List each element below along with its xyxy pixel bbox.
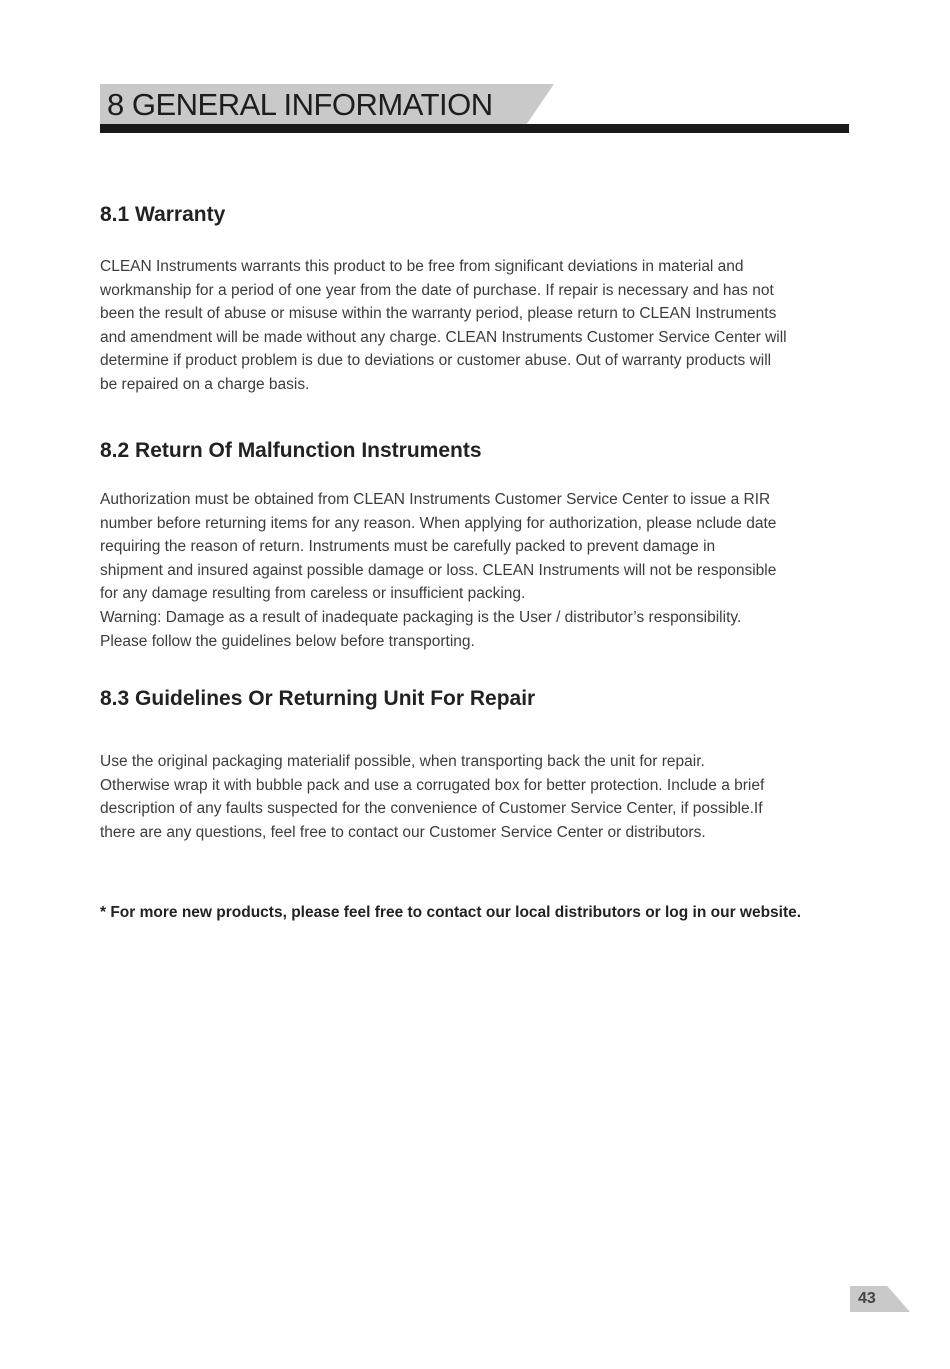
text-line: been the result of abuse or misuse within the warranty period, please return to CLEAN Instruments [100, 305, 777, 323]
text-line: description of any faults suspected for the convenience of Customer Service Center, if possible.If [100, 800, 763, 818]
text-line: Authorization must be obtained from CLEAN Instruments Customer Service Center to issue a RIR [100, 491, 771, 508]
chapter-divider [100, 124, 849, 133]
text-line: Please follow the guidelines below before transporting. [100, 632, 475, 650]
text-line: CLEAN Instruments warrants this product to be free from significant deviations in material and [100, 258, 744, 275]
guidelines-paragraph [100, 750, 764, 844]
page-number: 43 [858, 1290, 876, 1307]
text-line: Use the original packaging materialif possible, when transporting back the unit for repair. [100, 753, 705, 770]
text-line: and amendment will be made without any charge. CLEAN Instruments Customer Service Center will [100, 328, 787, 346]
text-line: for any damage resulting from careless or insufficient packing. [100, 585, 526, 603]
text-line: number before returning items for any reason. When applying for authorization, please nclude date [100, 514, 777, 532]
section-heading-warranty: 8.1 Warranty [100, 203, 226, 226]
contact-notice: * For more new products, please feel free to contact our local distributors or log in our website. [100, 904, 802, 921]
warranty-paragraph [100, 255, 787, 397]
text-line: determine if product problem is due to deviations or customer abuse. Out of warranty products will [100, 352, 772, 370]
text-line: requiring the reason of return. Instruments must be carefully packed to prevent damage in [100, 538, 716, 556]
return-paragraph [100, 488, 776, 653]
text-line: workmanship for a period of one year from the date of purchase. If repair is necessary and has not [100, 281, 774, 299]
chapter-header [100, 84, 849, 134]
text-line: shipment and insured against possible damage or loss. CLEAN Instruments will not be responsible [100, 561, 777, 579]
chapter-title: 8 GENERAL INFORMATION [107, 87, 493, 122]
text-line: Warning: Damage as a result of inadequate packaging is the User / distributor’s responsibility. [100, 608, 742, 626]
text-line: there are any questions, feel free to contact our Customer Service Center or distributors. [100, 823, 706, 841]
section-heading-guidelines: 8.3 Guidelines Or Returning Unit For Repair [100, 687, 536, 710]
text-line: be repaired on a charge basis. [100, 375, 310, 393]
section-heading-return: 8.2 Return Of Malfunction Instruments [100, 439, 482, 462]
text-line: Otherwise wrap it with bubble pack and use a corrugated box for better protection. Include a brief [100, 776, 765, 794]
